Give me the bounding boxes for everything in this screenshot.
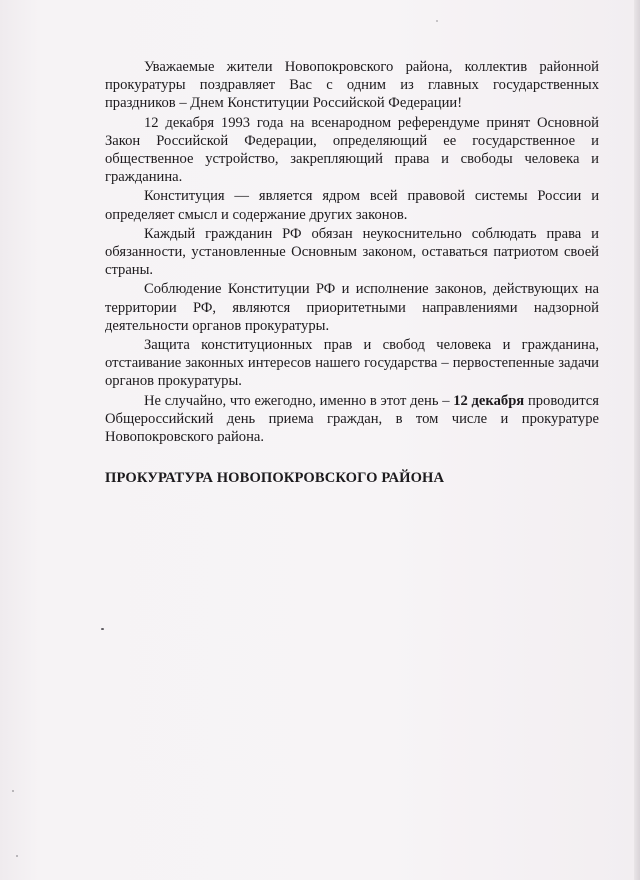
paragraph-greeting: Уважаемые жители Новопокровского района, коллектив районной прокуратуры поздравляет Вас с одним из главных государственных праздников – Днем Конституции Российской Федерации! [105,59,599,112]
signature-heading: ПРОКУРАТУРА НОВОПОКРОВСКОГО РАЙОНА [105,470,445,486]
paragraph-rights-protection: Защита конституционных прав и свобод человека и гражданина, отстаивание законных интересов нашего государства – первостепенные задачи органов прокуратуры. [105,337,599,390]
scan-speck [101,628,104,630]
reception-text-start: Не случайно, что ежегодно, именно в этот день – [144,392,450,409]
reception-text-end: проводится Общероссийский день приема граждан, в том числе и прокуратуре Новопокровского района. [105,392,599,446]
page-edge-shadow [634,0,640,880]
scan-speck [12,790,14,792]
paragraph-law-compliance: Соблюдение Конституции РФ и исполнение законов, действующих на территории РФ, являются приоритетными направлениями надзорной деятельности органов прокуратуры. [105,281,599,334]
paragraph-reception-day [105,392,599,447]
paragraph-citizen-duty: Каждый гражданин РФ обязан неукоснительно соблюдать права и обязанности, установленные Основным законом, оставаться патриотом своей страны. [105,225,599,279]
paragraph-referendum: 12 декабря 1993 года на всенародном референдуме принят Основной Закон Российской Федерации, определяющий ее государственное и общественное устройство, закрепляющий права и свободы человека и гражданина. [105,114,599,186]
scan-speck [16,855,18,857]
reception-date-bold: 12 декабря [453,392,525,409]
paragraph-constitution-core: Конституция — является ядром всей правовой системы России и определяет смысл и содержание других законов. [105,188,599,223]
letter-body [105,58,599,447]
scan-speck [436,20,438,22]
